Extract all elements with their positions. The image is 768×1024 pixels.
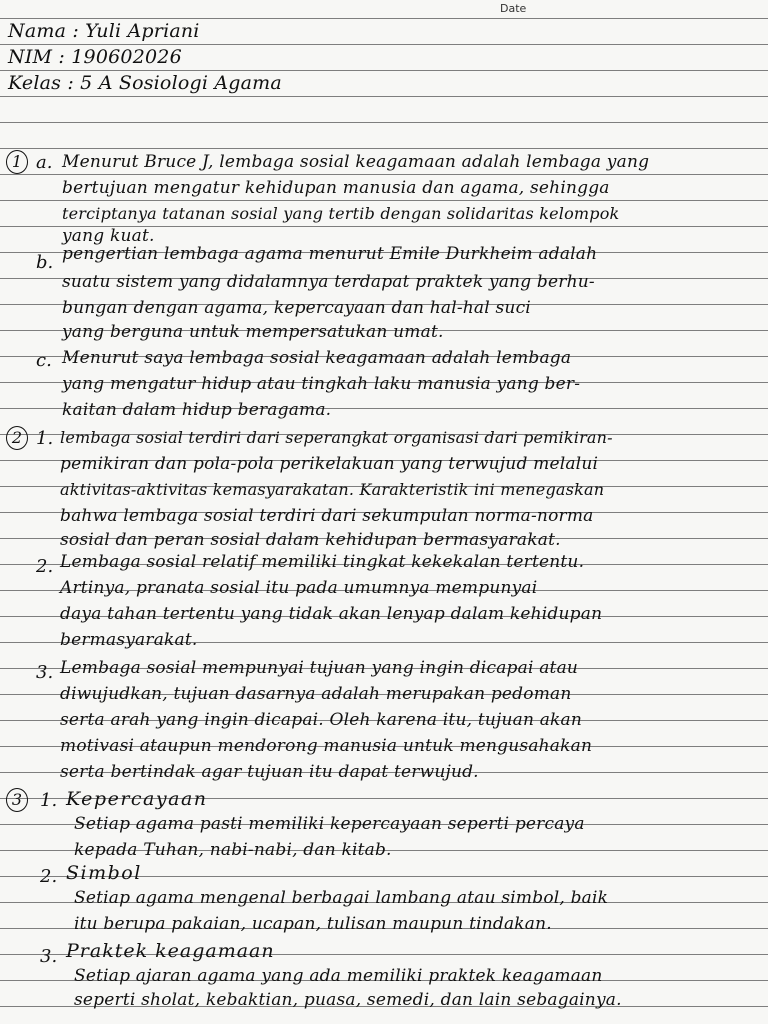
q2-point-2-line: Artinya, pranata sosial itu pada umumnya mempunyai <box>60 578 538 598</box>
q3-item-2-line: itu berupa pakaian, ucapan, tulisan maupun tindakan. <box>74 914 552 934</box>
q1-c-line: yang mengatur hidup atau tingkah laku manusia yang ber- <box>62 374 581 394</box>
q3-item-2-marker: 2. <box>40 866 58 887</box>
q2-point-3-line: serta bertindak agar tujuan itu dapat terwujud. <box>60 762 479 782</box>
q3-item-2-title: Simbol <box>66 862 142 884</box>
question-2-number: 2 <box>6 426 28 450</box>
q3-item-1-title: Kepercayaan <box>66 788 208 810</box>
q1-c-line: Menurut saya lembaga sosial keagamaan adalah lembaga <box>62 348 572 368</box>
q2-point-2-line: Lembaga sosial relatif memiliki tingkat kekekalan tertentu. <box>60 552 585 572</box>
ruled-line <box>0 200 768 201</box>
question-1-number: 1 <box>6 150 28 174</box>
q2-point-1-line: bahwa lembaga sosial terdiri dari sekumpulan norma-norma <box>60 506 594 526</box>
q2-point-1-marker: 1. <box>36 428 54 449</box>
q3-item-3-line: Setiap ajaran agama yang ada memiliki praktek keagamaan <box>74 966 603 986</box>
q2-point-3-line: diwujudkan, tujuan dasarnya adalah merupakan pedoman <box>60 684 572 704</box>
ruled-line <box>0 122 768 123</box>
ruled-line <box>0 148 768 149</box>
q1-b-line: bungan dengan agama, kepercayaan dan hal-hal suci <box>62 298 531 318</box>
q1-a-line: terciptanya tatanan sosial yang tertib dengan solidaritas kelompok <box>62 204 620 223</box>
q3-item-3-line: seperti sholat, kebaktian, puasa, semedi, dan lain sebagainya. <box>74 990 622 1010</box>
q3-item-2-line: Setiap agama mengenal berbagai lambang atau simbol, baik <box>74 888 609 908</box>
q2-point-3-marker: 3. <box>36 662 54 683</box>
ruled-line <box>0 96 768 97</box>
q3-item-1-line: Setiap agama pasti memiliki kepercayaan seperti percaya <box>74 814 585 834</box>
q1-b-line: pengertian lembaga agama menurut Emile Durkheim adalah <box>62 244 598 264</box>
q2-point-1-line: pemikiran dan pola-pola perikelakuan yang terwujud melalui <box>60 454 599 474</box>
q1-a-line: Menurut Bruce J, lembaga sosial keagamaan adalah lembaga yang <box>62 152 650 172</box>
q2-point-2-line: bermasyarakat. <box>60 630 198 650</box>
q2-point-1-line: aktivitas-aktivitas kemasyarakatan. Karakteristik ini menegaskan <box>60 480 605 499</box>
q1-c-line: kaitan dalam hidup beragama. <box>62 400 332 420</box>
student-class-line: Kelas : 5 A Sosiologi Agama <box>8 72 282 94</box>
q1-a-line: yang kuat. <box>62 226 155 246</box>
q3-item-3-title: Praktek keagamaan <box>66 940 275 962</box>
ruled-line <box>0 44 768 45</box>
ruled-line <box>0 174 768 175</box>
q3-item-1-marker: 1. <box>40 790 58 811</box>
q2-point-1-line: lembaga sosial terdiri dari seperangkat organisasi dari pemikiran- <box>60 428 613 447</box>
q2-point-2-line: daya tahan tertentu yang tidak akan lenyap dalam kehidupan <box>60 604 603 624</box>
q1-b-marker: b. <box>36 252 54 273</box>
q2-point-1-line: sosial dan peran sosial dalam kehidupan bermasyarakat. <box>60 530 561 550</box>
q3-item-1-line: kepada Tuhan, nabi-nabi, dan kitab. <box>74 840 392 860</box>
q2-point-3-line: motivasi ataupun mendorong manusia untuk mengusahakan <box>60 736 593 756</box>
q1-c-marker: c. <box>36 350 52 371</box>
ruled-line <box>0 18 768 19</box>
q1-b-line: suatu sistem yang didalamnya terdapat praktek yang berhu- <box>62 272 595 292</box>
q1-a-line: bertujuan mengatur kehidupan manusia dan agama, sehingga <box>62 178 610 198</box>
question-3-number: 3 <box>6 788 28 812</box>
student-nim-line: NIM : 190602026 <box>8 46 182 68</box>
q1-b-line: yang berguna untuk mempersatukan umat. <box>62 322 444 342</box>
q2-point-2-marker: 2. <box>36 556 54 577</box>
q2-point-3-line: Lembaga sosial mempunyai tujuan yang ingin dicapai atau <box>60 658 579 678</box>
q2-point-3-line: serta arah yang ingin dicapai. Oleh karena itu, tujuan akan <box>60 710 583 730</box>
q1-a-marker: a. <box>36 152 53 173</box>
ruled-line <box>0 70 768 71</box>
date-label: Date <box>500 2 527 15</box>
student-name-line: Nama : Yuli Apriani <box>8 20 200 42</box>
q3-item-3-marker: 3. <box>40 946 58 967</box>
